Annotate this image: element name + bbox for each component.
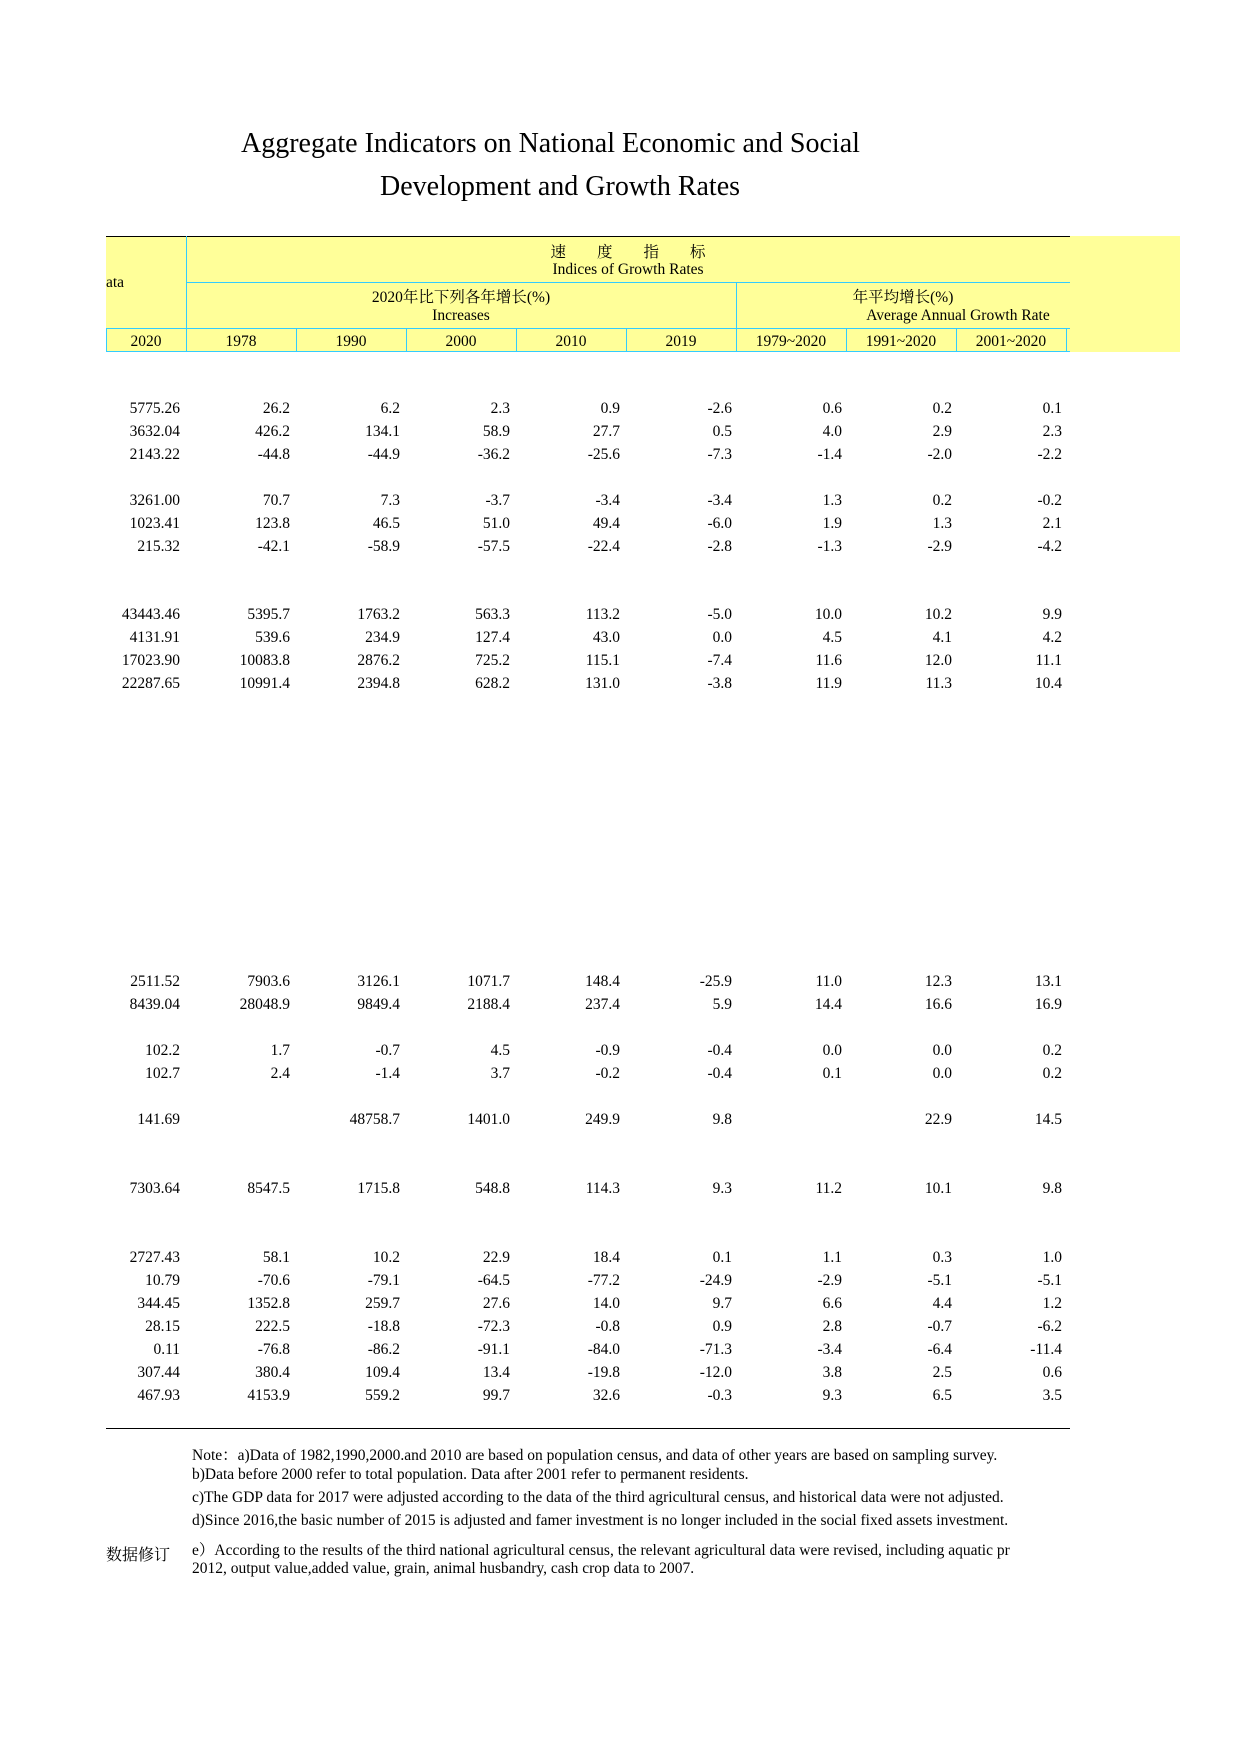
table-row	[0, 1318, 1240, 1341]
table-row	[0, 675, 1240, 698]
table-cell: 215.32	[137, 538, 180, 555]
table-row	[0, 1065, 1240, 1088]
table-cell: -79.1	[367, 1272, 400, 1289]
table-cell: 0.0	[822, 1042, 842, 1059]
table-row	[0, 538, 1240, 561]
table-cell: -2.6	[707, 400, 732, 417]
table-row	[0, 606, 1240, 629]
table-cell: -77.2	[587, 1272, 620, 1289]
table-cell: 49.4	[592, 515, 620, 532]
table-cell: 9.8	[712, 1111, 732, 1128]
table-cell: 5775.26	[129, 400, 180, 417]
table-cell: 1.9	[822, 515, 842, 532]
table-cell: 7303.64	[129, 1180, 180, 1197]
table-cell: 123.8	[255, 515, 290, 532]
table-cell: 2.8	[822, 1318, 842, 1335]
table-cell: 2.1	[1042, 515, 1062, 532]
table-cell: 6.6	[822, 1295, 842, 1312]
table-cell: -1.4	[375, 1065, 400, 1082]
table-cell: 22.9	[924, 1111, 952, 1128]
table-bottom-rule	[106, 1428, 1070, 1429]
table-cell: -2.2	[1037, 446, 1062, 463]
table-cell: 5.9	[712, 996, 732, 1013]
table-cell: 14.5	[1034, 1111, 1062, 1128]
table-cell: -24.9	[699, 1272, 732, 1289]
table-cell: 0.1	[822, 1065, 842, 1082]
table-cell: -44.9	[367, 446, 400, 463]
table-cell: 43443.46	[121, 606, 180, 623]
table-cell: 102.2	[145, 1042, 180, 1059]
table-cell: 10.0	[814, 606, 842, 623]
table-cell: 28048.9	[239, 996, 290, 1013]
left-column-label: ata	[106, 274, 125, 291]
table-cell: 9.8	[1042, 1180, 1062, 1197]
table-cell: 234.9	[365, 629, 400, 646]
table-cell: 1.2	[1042, 1295, 1062, 1312]
table-cell: 11.2	[815, 1180, 842, 1197]
table-cell: -6.4	[927, 1341, 952, 1358]
growth-indices-en: Indices of Growth Rates	[552, 261, 704, 278]
table-cell: 9.3	[822, 1387, 842, 1404]
table-cell: -25.9	[699, 973, 732, 990]
table-cell: 1071.7	[467, 973, 510, 990]
table-cell: 0.5	[712, 423, 732, 440]
table-cell: -72.3	[477, 1318, 510, 1335]
table-cell: 13.4	[482, 1364, 510, 1381]
table-cell: 307.44	[137, 1364, 180, 1381]
table-cell: -0.9	[595, 1042, 620, 1059]
table-cell: -19.8	[587, 1364, 620, 1381]
table-cell: -0.3	[707, 1387, 732, 1404]
table-cell: 563.3	[475, 606, 510, 623]
table-cell: 14.4	[814, 996, 842, 1013]
table-cell: 10.1	[924, 1180, 952, 1197]
table-cell: 16.6	[924, 996, 952, 1013]
table-cell: 0.3	[932, 1249, 952, 1266]
table-cell: 548.8	[475, 1180, 510, 1197]
table-cell: 4153.9	[247, 1387, 290, 1404]
table-cell: 0.0	[712, 629, 732, 646]
table-cell: 10.79	[145, 1272, 180, 1289]
table-cell: -11.4	[1030, 1341, 1062, 1358]
table-cell: 58.9	[482, 423, 510, 440]
table-cell: 109.4	[365, 1364, 400, 1381]
table-cell: 113.2	[585, 606, 620, 623]
table-cell: 8547.5	[247, 1180, 290, 1197]
table-cell: -44.8	[257, 446, 290, 463]
table-row	[0, 996, 1240, 1019]
header-divider-2	[106, 328, 1070, 329]
table-cell: 58.1	[262, 1249, 290, 1266]
table-cell: 9.7	[712, 1295, 732, 1312]
table-cell: -3.8	[707, 675, 732, 692]
table-cell: -22.4	[587, 538, 620, 555]
table-cell: 114.3	[585, 1180, 620, 1197]
table-cell: 1401.0	[467, 1111, 510, 1128]
table-cell: 5395.7	[247, 606, 290, 623]
table-cell: 102.7	[145, 1065, 180, 1082]
table-cell: 4131.91	[129, 629, 180, 646]
table-cell: -1.4	[817, 446, 842, 463]
table-cell: 0.1	[1042, 400, 1062, 417]
table-row	[0, 423, 1240, 446]
table-cell: 115.1	[585, 652, 620, 669]
table-cell: -5.1	[927, 1272, 952, 1289]
table-row	[0, 400, 1240, 423]
table-cell: -2.9	[927, 538, 952, 555]
note-e	[192, 1542, 1072, 1578]
table-cell: 2.3	[1042, 423, 1062, 440]
table-cell: 1352.8	[247, 1295, 290, 1312]
table-cell: 11.0	[815, 973, 842, 990]
table-cell: 1.7	[270, 1042, 290, 1059]
table-cell: 18.4	[592, 1249, 620, 1266]
table-cell: 10.4	[1034, 675, 1062, 692]
table-cell: 9849.4	[357, 996, 400, 1013]
table-cell: 4.1	[932, 629, 952, 646]
table-cell: 559.2	[365, 1387, 400, 1404]
table-cell: 2.4	[270, 1065, 290, 1082]
table-cell: 1023.41	[129, 515, 180, 532]
year-header: 1978	[225, 333, 257, 350]
year-header: 2019	[665, 333, 697, 350]
table-cell: -84.0	[587, 1341, 620, 1358]
table-cell: 10083.8	[239, 652, 290, 669]
year-header: 1990	[335, 333, 367, 350]
table-cell: -25.6	[587, 446, 620, 463]
table-cell: 0.2	[1042, 1065, 1062, 1082]
table-cell: 0.6	[822, 400, 842, 417]
table-cell: 4.5	[490, 1042, 510, 1059]
table-cell: 28.15	[145, 1318, 180, 1335]
table-cell: 259.7	[365, 1295, 400, 1312]
table-cell: 539.6	[255, 629, 290, 646]
table-cell: 2.5	[932, 1364, 952, 1381]
table-cell: -64.5	[477, 1272, 510, 1289]
table-cell: -0.7	[375, 1042, 400, 1059]
table-cell: 4.2	[1042, 629, 1062, 646]
note-d: d)Since 2016,the basic number of 2015 is adjusted and famer investment is no longer included in the social fixed assets investment.	[192, 1512, 1009, 1529]
table-cell: 0.9	[712, 1318, 732, 1335]
note-b: b)Data before 2000 refer to total population. Data after 2001 refer to permanent residents.	[192, 1466, 749, 1483]
table-cell: -4.2	[1037, 538, 1062, 555]
table-cell: -70.6	[257, 1272, 290, 1289]
table-cell: 467.93	[137, 1387, 180, 1404]
page-title-line-1: Aggregate Indicators on National Economic and Social	[241, 128, 860, 159]
table-cell: -86.2	[367, 1341, 400, 1358]
table-cell: -0.2	[595, 1065, 620, 1082]
table-cell: 249.9	[585, 1111, 620, 1128]
table-row	[0, 515, 1240, 538]
table-row	[0, 1111, 1240, 1134]
table-cell: 380.4	[255, 1364, 290, 1381]
table-cell: 6.2	[380, 400, 400, 417]
data-revision-label: 数据修订	[106, 1547, 171, 1564]
table-cell: -76.8	[257, 1341, 290, 1358]
table-cell: 9.9	[1042, 606, 1062, 623]
table-row	[0, 1272, 1240, 1295]
table-cell: 141.69	[137, 1111, 180, 1128]
table-cell: 0.2	[1042, 1042, 1062, 1059]
year-header: 1991~2020	[865, 333, 937, 350]
table-cell: 46.5	[372, 515, 400, 532]
note-e-line-2: 2012, output value,added value, grain, animal husbandry, cash crop data to 2007.	[192, 1560, 695, 1577]
table-cell: 4.0	[822, 423, 842, 440]
year-header: 2020	[130, 333, 162, 350]
table-cell: -1.3	[817, 538, 842, 555]
table-cell: 48758.7	[349, 1111, 400, 1128]
table-cell: -91.1	[477, 1341, 510, 1358]
table-cell: 10991.4	[239, 675, 290, 692]
table-cell: 2511.52	[130, 973, 180, 990]
table-cell: 1715.8	[357, 1180, 400, 1197]
table-cell: -7.4	[707, 652, 732, 669]
table-row	[0, 1364, 1240, 1387]
increases-en: Increases	[432, 307, 490, 324]
table-row	[0, 1387, 1240, 1410]
table-cell: 2188.4	[467, 996, 510, 1013]
table-cell: 148.4	[585, 973, 620, 990]
table-cell: 43.0	[592, 629, 620, 646]
table-cell: -5.0	[707, 606, 732, 623]
table-cell: 4.5	[822, 629, 842, 646]
table-cell: 99.7	[482, 1387, 510, 1404]
table-cell: -42.1	[257, 538, 290, 555]
table-cell: 725.2	[475, 652, 510, 669]
table-cell: 9.3	[712, 1180, 732, 1197]
avg-growth-cn: 年平均增长(%)	[852, 289, 954, 306]
table-cell: 16.9	[1034, 996, 1062, 1013]
table-row	[0, 446, 1240, 469]
table-cell: -0.4	[707, 1065, 732, 1082]
table-cell: 344.45	[137, 1295, 180, 1312]
year-header: 2000	[445, 333, 477, 350]
table-cell: 1.1	[822, 1249, 842, 1266]
table-cell: 0.0	[932, 1065, 952, 1082]
table-cell: 0.11	[153, 1341, 180, 1358]
table-cell: 131.0	[585, 675, 620, 692]
year-header: 1979~2020	[755, 333, 827, 350]
table-cell: 2727.43	[129, 1249, 180, 1266]
growth-indices-cn: 速 度 指 标	[550, 244, 706, 261]
table-cell: 12.3	[924, 973, 952, 990]
table-cell: 8439.04	[129, 996, 180, 1013]
table-cell: 11.1	[1035, 652, 1062, 669]
table-cell: 10.2	[372, 1249, 400, 1266]
table-cell: 4.4	[932, 1295, 952, 1312]
table-cell: -2.0	[927, 446, 952, 463]
table-cell: 127.4	[475, 629, 510, 646]
table-cell: 14.0	[592, 1295, 620, 1312]
table-cell: -0.8	[595, 1318, 620, 1335]
year-header: 2001~2020	[975, 333, 1047, 350]
table-cell: -71.3	[699, 1341, 732, 1358]
table-cell: 1763.2	[357, 606, 400, 623]
table-cell: -5.1	[1037, 1272, 1062, 1289]
table-cell: -7.3	[707, 446, 732, 463]
table-cell: 17023.90	[121, 652, 180, 669]
table-cell: 134.1	[365, 423, 400, 440]
page-title-line-2: Development and Growth Rates	[380, 171, 741, 202]
table-cell: 11.6	[815, 652, 842, 669]
table-top-rule	[106, 236, 1070, 237]
table-cell: -2.9	[817, 1272, 842, 1289]
table-cell: 0.0	[932, 1042, 952, 1059]
table-cell: -6.2	[1037, 1318, 1062, 1335]
table-cell: 1.3	[932, 515, 952, 532]
table-cell: 22.9	[482, 1249, 510, 1266]
table-cell: 2876.2	[357, 652, 400, 669]
table-row	[0, 652, 1240, 675]
table-cell: 51.0	[482, 515, 510, 532]
table-cell: -18.8	[367, 1318, 400, 1335]
table-cell: 11.3	[925, 675, 952, 692]
table-cell: 0.1	[712, 1249, 732, 1266]
table-cell: 3126.1	[357, 973, 400, 990]
table-cell: 26.2	[262, 400, 290, 417]
table-cell: 2.9	[932, 423, 952, 440]
table-cell: 628.2	[475, 675, 510, 692]
table-row	[0, 492, 1240, 515]
table-cell: 2394.8	[357, 675, 400, 692]
table-cell: -12.0	[699, 1364, 732, 1381]
table-cell: -58.9	[367, 538, 400, 555]
table-row	[0, 1249, 1240, 1272]
header-bottom-rule	[106, 351, 1070, 352]
table-cell: 32.6	[592, 1387, 620, 1404]
table-cell: 426.2	[255, 423, 290, 440]
table-cell: 0.9	[600, 400, 620, 417]
table-cell: -0.7	[927, 1318, 952, 1335]
table-cell: 3.8	[822, 1364, 842, 1381]
table-row	[0, 1341, 1240, 1364]
table-cell: 10.2	[924, 606, 952, 623]
table-cell: 11.9	[815, 675, 842, 692]
table-cell: -6.0	[707, 515, 732, 532]
table-cell: 0.2	[932, 400, 952, 417]
table-cell: 237.4	[585, 996, 620, 1013]
table-row	[0, 1042, 1240, 1065]
table-cell: -3.7	[485, 492, 510, 509]
table-cell: 22287.65	[121, 675, 180, 692]
table-cell: 3632.04	[129, 423, 180, 440]
table-cell: -3.4	[595, 492, 620, 509]
table-cell: -36.2	[477, 446, 510, 463]
table-cell: 70.7	[262, 492, 290, 509]
table-cell: 0.2	[932, 492, 952, 509]
avg-growth-en: Average Annual Growth Rate	[866, 307, 1050, 324]
table-cell: 3.5	[1042, 1387, 1062, 1404]
table-cell: 6.5	[932, 1387, 952, 1404]
table-cell: 1.0	[1042, 1249, 1062, 1266]
table-cell: 3261.00	[129, 492, 180, 509]
table-cell: 12.0	[924, 652, 952, 669]
table-cell: -0.4	[707, 1042, 732, 1059]
table-row	[0, 629, 1240, 652]
note-c: c)The GDP data for 2017 were adjusted according to the data of the third agricultural census, and historical data were not adjusted.	[192, 1489, 1004, 1506]
table-row	[0, 1180, 1240, 1203]
table-cell: 0.6	[1042, 1364, 1062, 1381]
table-cell: 2.3	[490, 400, 510, 417]
table-row	[0, 973, 1240, 996]
table-cell: -3.4	[707, 492, 732, 509]
table-cell: -0.2	[1037, 492, 1062, 509]
table-cell: 7.3	[380, 492, 400, 509]
table-cell: 1.3	[822, 492, 842, 509]
table-cell: -3.4	[817, 1341, 842, 1358]
table-cell: 27.6	[482, 1295, 510, 1312]
table-cell: -2.8	[707, 538, 732, 555]
header-vline-9	[1066, 328, 1067, 352]
increases-cn: 2020年比下列各年增长(%)	[371, 289, 551, 306]
note-a: Note：a)Data of 1982,1990,2000.and 2010 are based on population census, and data of other years are based on sampling survey.	[192, 1447, 998, 1464]
table-cell: 13.1	[1034, 973, 1062, 990]
table-cell: -57.5	[477, 538, 510, 555]
table-cell: 222.5	[255, 1318, 290, 1335]
header-divider-1	[186, 282, 1070, 283]
table-cell: 7903.6	[247, 973, 290, 990]
table-cell: 3.7	[490, 1065, 510, 1082]
table-cell: 2143.22	[129, 446, 180, 463]
table-row	[0, 1295, 1240, 1318]
year-header: 2010	[555, 333, 587, 350]
note-e-line-1: e）According to the results of the third national agricultural census, the relevant agricultural data were revised, including aquatic pr	[192, 1542, 1010, 1559]
table-cell: 27.7	[592, 423, 620, 440]
